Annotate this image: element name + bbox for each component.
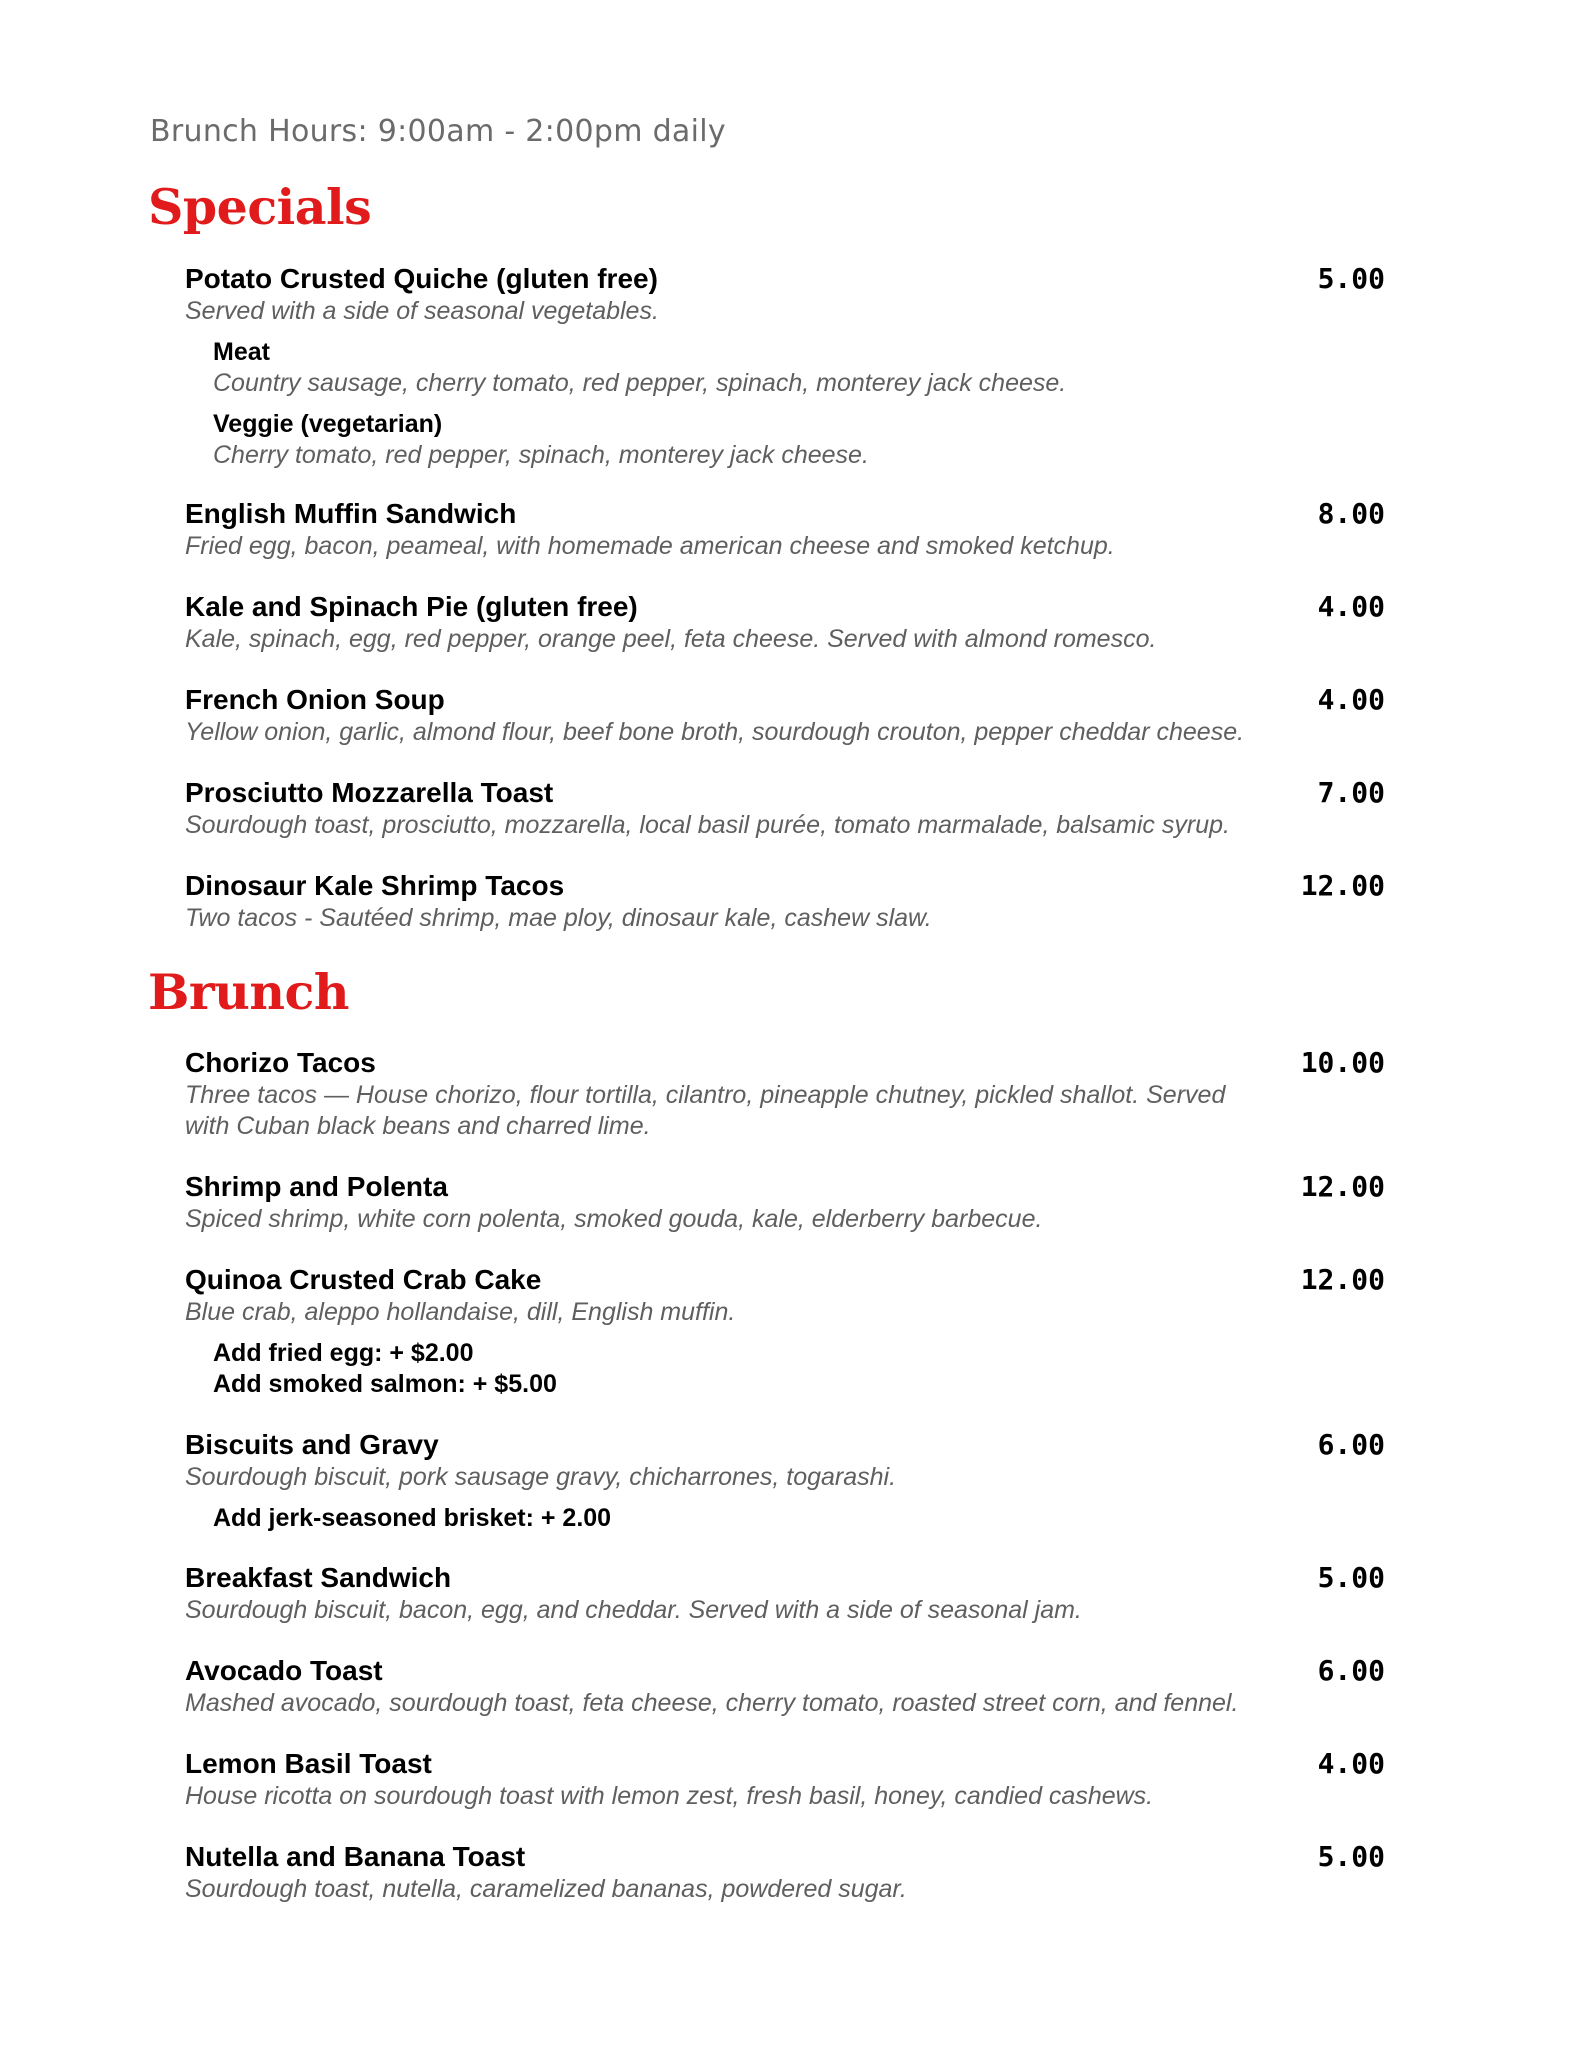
item-name: Chorizo Tacos — [185, 1047, 376, 1078]
item-description: Mashed avocado, sourdough toast, feta cheese, cherry tomato, roasted street corn, and fennel. — [185, 1689, 1239, 1717]
menu-item — [185, 1747, 1385, 1812]
item-name: Kale and Spinach Pie (gluten free) — [185, 591, 638, 622]
item-price: 12.00 — [1300, 1263, 1385, 1296]
option-name: Meat — [213, 338, 270, 366]
item-description: Served with a side of seasonal vegetables. — [185, 297, 659, 325]
item-description: Spiced shrimp, white corn polenta, smoked gouda, kale, elderberry barbecue. — [185, 1205, 1043, 1233]
item-addon-list — [213, 1338, 1385, 1400]
item-name: Lemon Basil Toast — [185, 1748, 432, 1779]
item-name: English Muffin Sandwich — [185, 498, 517, 529]
item-price: 8.00 — [1317, 497, 1385, 530]
item-name: Shrimp and Polenta — [185, 1171, 448, 1202]
item-name: Biscuits and Gravy — [185, 1429, 439, 1460]
item-option-list — [213, 337, 1385, 471]
item-price: 12.00 — [1300, 869, 1385, 902]
item-price: 6.00 — [1317, 1654, 1385, 1687]
item-name: Nutella and Banana Toast — [185, 1841, 526, 1872]
item-price: 10.00 — [1300, 1046, 1385, 1079]
menu-item — [185, 1654, 1385, 1719]
item-addon: Add smoked salmon: + $5.00 — [213, 1370, 557, 1398]
section-title-specials: Specials — [148, 178, 372, 236]
brunch-hours: Brunch Hours: 9:00am - 2:00pm daily — [150, 114, 726, 149]
item-name: Potato Crusted Quiche (gluten free) — [185, 263, 658, 294]
item-description: Sourdough biscuit, bacon, egg, and cheddar. Served with a side of seasonal jam. — [185, 1596, 1082, 1624]
item-price: 5.00 — [1317, 1840, 1385, 1873]
item-option — [213, 337, 1385, 399]
menu-item — [185, 1263, 1385, 1400]
menu-item — [185, 683, 1385, 748]
option-description: Cherry tomato, red pepper, spinach, monterey jack cheese. — [213, 441, 869, 469]
item-name: Dinosaur Kale Shrimp Tacos — [185, 870, 565, 901]
item-option — [213, 409, 1385, 471]
item-addon: Add fried egg: + $2.00 — [213, 1339, 474, 1367]
menu-item — [185, 1170, 1385, 1235]
item-description: Yellow onion, garlic, almond flour, beef bone broth, sourdough crouton, pepper cheddar cheese. — [185, 718, 1245, 746]
item-description: Sourdough toast, prosciutto, mozzarella, local basil purée, tomato marmalade, balsamic syrup. — [185, 811, 1230, 839]
item-name: French Onion Soup — [185, 684, 445, 715]
menu-item — [185, 590, 1385, 655]
menu-item — [185, 497, 1385, 562]
menu-item — [185, 1428, 1385, 1534]
menu-item — [185, 1561, 1385, 1626]
item-name: Quinoa Crusted Crab Cake — [185, 1264, 542, 1295]
item-description: Two tacos - Sautéed shrimp, mae ploy, dinosaur kale, cashew slaw. — [185, 904, 932, 932]
item-addon-list — [213, 1503, 1385, 1534]
item-description: Fried egg, bacon, peameal, with homemade american cheese and smoked ketchup. — [185, 532, 1115, 560]
item-description: House ricotta on sourdough toast with lemon zest, fresh basil, honey, candied cashews. — [185, 1782, 1154, 1810]
item-addon: Add jerk-seasoned brisket: + 2.00 — [213, 1504, 612, 1532]
option-name: Veggie (vegetarian) — [213, 410, 443, 438]
item-name: Prosciutto Mozzarella Toast — [185, 777, 554, 808]
section-title-brunch: Brunch — [148, 963, 349, 1021]
item-description: Sourdough biscuit, pork sausage gravy, chicharrones, togarashi. — [185, 1463, 897, 1491]
menu-item — [185, 1046, 1385, 1142]
menu-item — [185, 262, 1385, 471]
item-description: Kale, spinach, egg, red pepper, orange peel, feta cheese. Served with almond romesco. — [185, 625, 1157, 653]
item-description: Blue crab, aleppo hollandaise, dill, English muffin. — [185, 1298, 736, 1326]
item-description: Three tacos — House chorizo, flour tortilla, cilantro, pineapple chutney, pickled shallot. Served with Cuban black beans and charred lime. — [185, 1081, 1226, 1140]
item-name: Avocado Toast — [185, 1655, 383, 1686]
menu-item — [185, 1840, 1385, 1905]
item-price: 6.00 — [1317, 1428, 1385, 1461]
item-name: Breakfast Sandwich — [185, 1562, 452, 1593]
option-description: Country sausage, cherry tomato, red pepper, spinach, monterey jack cheese. — [213, 369, 1067, 397]
item-price: 4.00 — [1317, 1747, 1385, 1780]
item-price: 7.00 — [1317, 776, 1385, 809]
item-price: 12.00 — [1300, 1170, 1385, 1203]
item-price: 4.00 — [1317, 590, 1385, 623]
item-price: 5.00 — [1317, 262, 1385, 295]
item-price: 4.00 — [1317, 683, 1385, 716]
item-price: 5.00 — [1317, 1561, 1385, 1594]
menu-item — [185, 869, 1385, 934]
menu-item — [185, 776, 1385, 841]
item-description: Sourdough toast, nutella, caramelized bananas, powdered sugar. — [185, 1875, 907, 1903]
